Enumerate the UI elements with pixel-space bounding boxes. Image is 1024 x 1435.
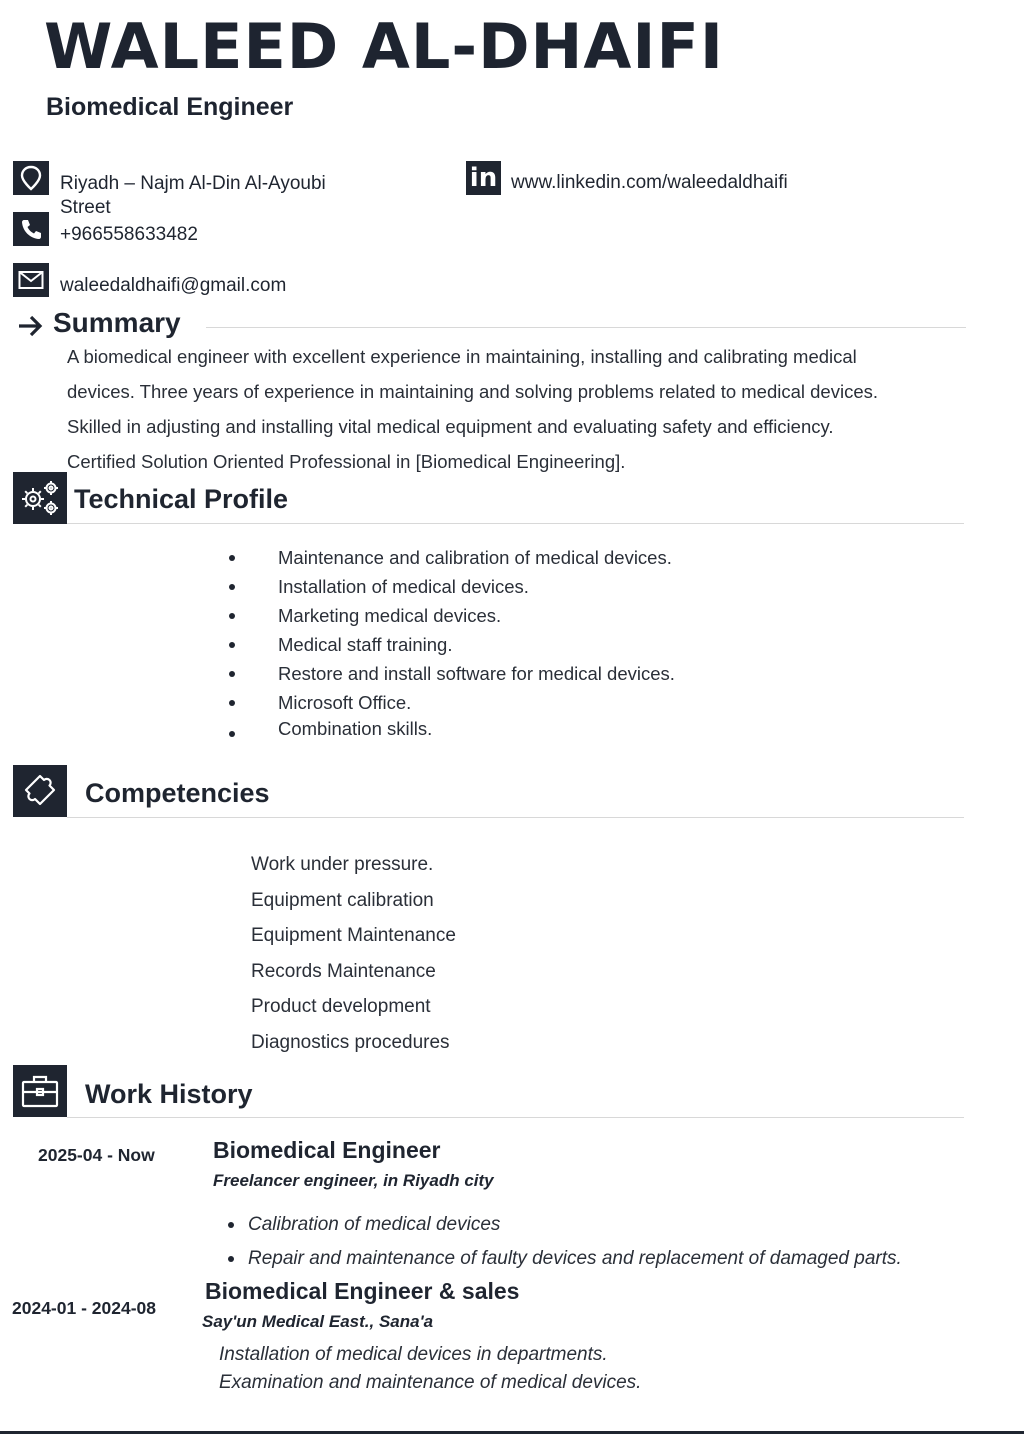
candidate-name: WALEED AL-DHAIFI [44,10,724,83]
gears-icon [13,472,67,524]
technical-item-text: Marketing medical devices. [278,605,502,626]
work-history-heading: Work History [85,1079,253,1109]
email-address[interactable]: waleedaldhaifi@gmail.com [60,275,287,296]
competencies-heading: Competencies [85,778,270,808]
bullet-icon [229,671,235,677]
summary-line: Certified Solution Oriented Professional in [Biomedical Engineering]. [67,451,626,472]
technical-item-text: Medical staff training. [278,634,453,655]
arrow-right-icon [16,311,44,346]
bullet-icon [229,584,235,590]
summary-divider [206,327,966,328]
list-item: Equipment calibration [251,889,434,911]
work-divider [67,1117,964,1118]
job-company: Freelancer engineer, in Riyadh city [213,1171,494,1190]
job-title-headline: Biomedical Engineer [46,93,294,121]
linkedin-icon: in [466,161,501,195]
bullet-icon [228,1256,234,1262]
job-date: 2025-04 - Now [38,1145,155,1165]
list-item: Equipment Maintenance [251,925,456,946]
job-duty-text: Calibration of medical devices [248,1214,501,1235]
summary-line: devices. Three years of experience in maintaining and solving problems related to medical devices. [67,381,879,402]
summary-heading: Summary [53,307,181,338]
technical-item-text: Maintenance and calibration of medical devices. [278,547,672,568]
job-duty-text: Repair and maintenance of faulty devices and replacement of damaged parts. [248,1248,902,1269]
job-duty-text: Installation of medical devices in departments. [219,1344,608,1365]
technical-item-text: Combination skills. [278,718,433,739]
summary-line: Skilled in adjusting and installing vital medical equipment and evaluating safety and efficiency. [67,416,834,437]
list-item [278,572,675,601]
technical-item-text: Restore and install software for medical devices. [278,663,675,684]
list-item [278,717,675,741]
competencies-divider [67,817,964,818]
email-icon [13,263,49,297]
briefcase-icon [13,1065,67,1117]
technical-list [278,543,675,741]
technical-divider [67,523,964,524]
list-item [278,543,675,572]
list-item [278,601,675,630]
bullet-icon [229,555,235,561]
list-item [278,659,675,688]
linkedin-url[interactable]: www.linkedin.com/waleedaldhaifi [511,172,788,193]
job-title: Biomedical Engineer & sales [205,1278,520,1304]
bullet-icon [229,700,235,706]
bullet-icon [228,1222,234,1228]
address-line-2: Street [60,197,111,218]
bullet-icon [229,613,235,619]
job-title: Biomedical Engineer [213,1137,441,1163]
list-item [278,688,675,717]
job-duty-text: Examination and maintenance of medical devices. [219,1372,642,1393]
job-date: 2024-01 - 2024-08 [12,1298,156,1318]
list-item: Records Maintenance [251,960,436,982]
address-line-1: Riyadh – Najm Al-Din Al-Ayoubi [60,173,326,194]
list-item: Work under pressure. [251,854,434,875]
technical-item-text: Microsoft Office. [278,692,412,713]
location-pin-icon [13,161,49,195]
technical-item-text: Installation of medical devices. [278,576,529,597]
competencies-list [251,847,456,1060]
bullet-icon [229,731,235,737]
job-company: Say'un Medical East., Sana'a [202,1312,434,1331]
list-item: Diagnostics procedures [251,1031,450,1053]
puzzle-icon [13,765,67,817]
phone-number[interactable]: +966558633482 [60,224,198,245]
phone-icon [13,212,49,246]
technical-profile-heading: Technical Profile [74,484,289,514]
job-duty [228,1214,500,1236]
summary-text [67,339,1007,479]
job-duty [228,1248,902,1270]
list-item: Product development [251,996,431,1017]
summary-line: A biomedical engineer with excellent experience in maintaining, installing and calibrating medical [67,346,857,367]
list-item [278,630,675,659]
bullet-icon [229,642,235,648]
page-bottom-border [0,1431,1024,1434]
